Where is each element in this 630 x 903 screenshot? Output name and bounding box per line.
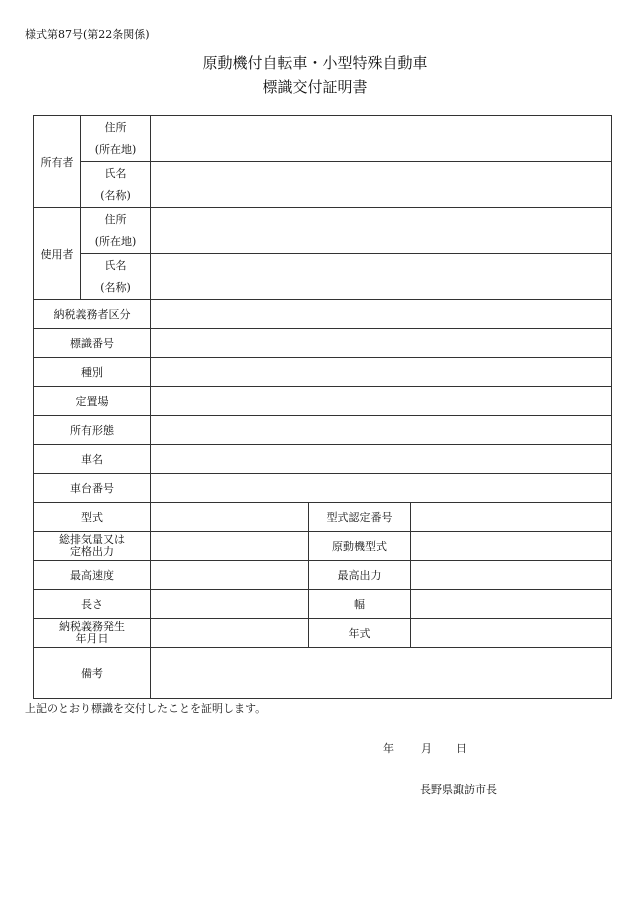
displacement-label-line2: 定格出力: [70, 545, 114, 558]
plate-number-label: 標識番号: [34, 329, 151, 358]
form-title-line1: 原動機付自転車・小型特殊自動車: [202, 54, 428, 72]
ownership-form-field[interactable]: [151, 416, 612, 445]
user-name-label-main: 氏名: [104, 258, 127, 272]
certification-statement: 上記のとおり標識を交付したことを証明します。: [25, 702, 267, 715]
table-row: [34, 416, 612, 445]
tax-date-label-line2: 年月日: [75, 632, 109, 645]
model-year-label: 年式: [309, 619, 411, 648]
user-name-label-sub: (名称): [100, 280, 131, 294]
type-label: 種別: [34, 358, 151, 387]
table-row: [34, 329, 612, 358]
owner-label: 所有者: [34, 116, 81, 208]
ownership-form-label: 所有形態: [34, 416, 151, 445]
owner-address-label: [81, 116, 151, 162]
table-row: [34, 254, 612, 300]
displacement-label: [34, 532, 151, 561]
length-field[interactable]: [151, 590, 309, 619]
owner-name-label-sub: (名称): [100, 188, 131, 202]
model-year-field[interactable]: [411, 619, 612, 648]
tax-category-label: 納税義務者区分: [34, 300, 151, 329]
table-row: [34, 445, 612, 474]
remarks-label: 備考: [34, 648, 151, 699]
table-row: [34, 300, 612, 329]
form-title-line2: 標識交付証明書: [262, 78, 368, 96]
engine-model-field[interactable]: [411, 532, 612, 561]
model-cert-number-field[interactable]: [411, 503, 612, 532]
table-row: [34, 561, 612, 590]
max-output-label: 最高出力: [309, 561, 411, 590]
table-row: [34, 358, 612, 387]
tax-date-label: [34, 619, 151, 648]
type-field[interactable]: [151, 358, 612, 387]
table-row: [34, 387, 612, 416]
user-name-field[interactable]: [151, 254, 612, 300]
table-row: [34, 503, 612, 532]
displacement-label-line1: 総排気量又は: [59, 533, 125, 546]
tax-date-label-line1: 納税義務発生: [59, 620, 125, 633]
table-row: [34, 162, 612, 208]
model-field[interactable]: [151, 503, 309, 532]
max-speed-label: 最高速度: [34, 561, 151, 590]
max-output-field[interactable]: [411, 561, 612, 590]
width-field[interactable]: [411, 590, 612, 619]
chassis-number-field[interactable]: [151, 474, 612, 503]
remarks-field[interactable]: [151, 648, 612, 699]
owner-address-label-sub: (所在地): [94, 142, 137, 156]
user-address-field[interactable]: [151, 208, 612, 254]
model-cert-number-label: 型式認定番号: [309, 503, 411, 532]
user-address-label: [81, 208, 151, 254]
max-speed-field[interactable]: [151, 561, 309, 590]
storage-place-field[interactable]: [151, 387, 612, 416]
engine-model-label: 原動機型式: [309, 532, 411, 561]
table-row: [34, 619, 612, 648]
width-label: 幅: [309, 590, 411, 619]
user-address-label-sub: (所在地): [94, 234, 137, 248]
storage-place-label: 定置場: [34, 387, 151, 416]
date-day-label: 日: [456, 742, 467, 755]
owner-name-label: [81, 162, 151, 208]
user-label: 使用者: [34, 208, 81, 300]
owner-address-field[interactable]: [151, 116, 612, 162]
table-row: [34, 474, 612, 503]
displacement-field[interactable]: [151, 532, 309, 561]
table-row: [34, 208, 612, 254]
model-label: 型式: [34, 503, 151, 532]
certificate-table: [33, 115, 612, 699]
date-year-label: 年: [383, 742, 394, 755]
length-label: 長さ: [34, 590, 151, 619]
issuer-name: 長野県諏訪市長: [420, 783, 497, 796]
chassis-number-label: 車台番号: [34, 474, 151, 503]
form-number: 様式第87号(第22条関係): [25, 28, 150, 41]
vehicle-name-label: 車名: [34, 445, 151, 474]
table-row: [34, 116, 612, 162]
table-row: [34, 648, 612, 699]
tax-date-field[interactable]: [151, 619, 309, 648]
user-address-label-main: 住所: [104, 212, 127, 226]
tax-category-field[interactable]: [151, 300, 612, 329]
table-row: [34, 532, 612, 561]
owner-name-label-main: 氏名: [104, 166, 127, 180]
owner-name-field[interactable]: [151, 162, 612, 208]
user-name-label: [81, 254, 151, 300]
date-month-label: 月: [421, 742, 432, 755]
vehicle-name-field[interactable]: [151, 445, 612, 474]
table-row: [34, 590, 612, 619]
plate-number-field[interactable]: [151, 329, 612, 358]
owner-address-label-main: 住所: [104, 120, 127, 134]
